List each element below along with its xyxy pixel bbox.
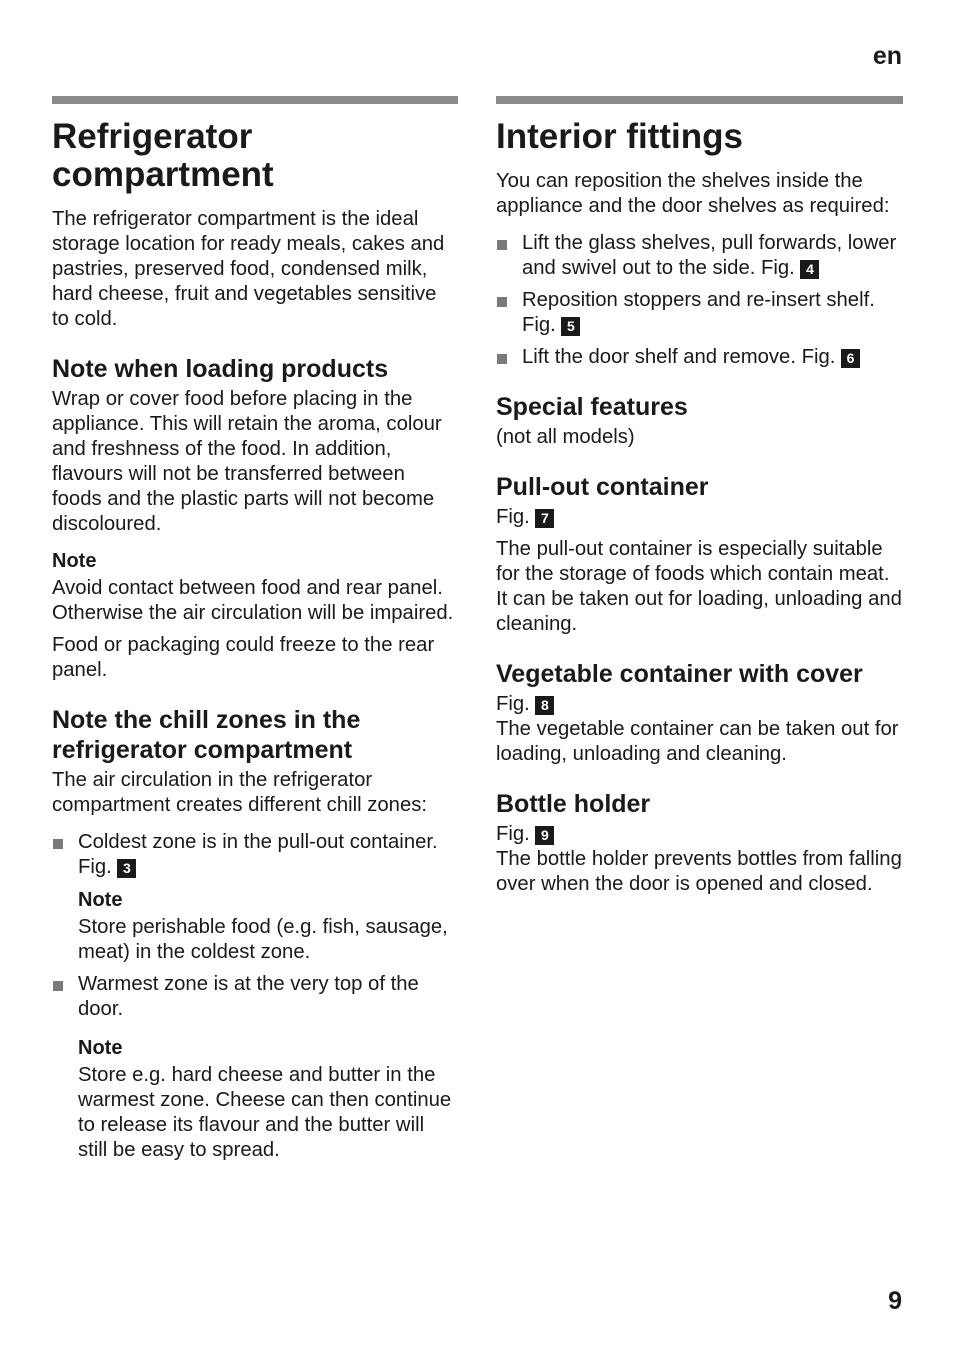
chill-zones-paragraph: The air circulation in the refrigerator compartment creates different chill zones: <box>52 769 428 816</box>
list-item <box>496 345 903 370</box>
section-title: Refrigerator compartment <box>52 117 274 194</box>
figure-number-badge: 6 <box>841 349 860 368</box>
section-title: Interior fittings <box>496 117 743 156</box>
figure-number-badge: 4 <box>800 260 819 279</box>
figure-number-badge: 9 <box>535 826 554 845</box>
figure-label: Fig. <box>496 823 530 845</box>
pullout-container-paragraph: The pull-out container is especially suitable for the storage of foods which contain meat. It can be taken out for loading, unloading and cleaning. <box>496 538 902 635</box>
figure-reference <box>496 505 903 530</box>
note-label: Note <box>52 550 97 572</box>
note-label: Note <box>78 889 123 911</box>
figure-number-badge: 3 <box>117 859 136 878</box>
bottle-holder-paragraph: The bottle holder prevents bottles from falling over when the door is opened and closed. <box>496 848 902 895</box>
sub-note <box>52 1036 458 1163</box>
bottle-holder-heading: Bottle holder <box>496 790 651 818</box>
list-item-text: Lift the door shelf and remove. Fig. <box>522 346 836 368</box>
left-column <box>52 96 458 1170</box>
loading-paragraph: Wrap or cover food before placing in the appliance. This will retain the aroma, colour and freshness of the food. In addition, flavours will not be transferred between foods and the plastic parts will not become discoloured. <box>52 388 442 535</box>
bullet-icon <box>497 297 507 307</box>
bullet-icon <box>53 839 63 849</box>
figure-label: Fig. <box>496 506 530 528</box>
figure-reference <box>496 822 903 847</box>
pullout-container-heading: Pull-out container <box>496 473 709 501</box>
figure-number-badge: 5 <box>561 317 580 336</box>
section-rule <box>496 96 903 104</box>
vegetable-container-paragraph: The vegetable container can be taken out for loading, unloading and cleaning. <box>496 718 899 765</box>
list-item-text: Warmest zone is at the very top of the door. <box>78 973 419 1020</box>
list-item <box>496 231 903 281</box>
chill-zones-list <box>52 830 458 880</box>
note-paragraph: Store e.g. hard cheese and butter in the warmest zone. Cheese can then continue to release its flavour and the butter will still be easy to spread. <box>78 1064 452 1161</box>
intro-paragraph: You can reposition the shelves inside the appliance and the door shelves as required: <box>496 170 890 217</box>
page-number: 9 <box>888 1287 902 1315</box>
bullet-icon <box>497 240 507 250</box>
chill-zones-heading: Note the chill zones in the refrigerator compartment <box>52 706 361 764</box>
sub-note <box>52 888 458 965</box>
note-paragraph: Food or packaging could freeze to the rear panel. <box>52 634 435 681</box>
list-item <box>496 288 903 338</box>
figure-reference <box>496 692 903 717</box>
list-item <box>52 972 458 1022</box>
bullet-icon <box>497 354 507 364</box>
special-features-heading: Special features <box>496 393 688 421</box>
figure-label: Fig. <box>496 693 530 715</box>
section-rule <box>52 96 458 104</box>
right-column <box>496 96 903 904</box>
note-label: Note <box>78 1037 123 1059</box>
figure-number-badge: 8 <box>535 696 554 715</box>
list-item-text: Lift the glass shelves, pull forwards, lower and swivel out to the side. Fig. <box>522 232 897 279</box>
note-paragraph: Avoid contact between food and rear panel. Otherwise the air circulation will be impaired. <box>52 577 454 624</box>
list-item-text: Reposition stoppers and re-insert shelf. Fig. <box>522 289 875 336</box>
figure-number-badge: 7 <box>535 509 554 528</box>
special-features-note: (not all models) <box>496 426 635 448</box>
list-item <box>52 830 458 880</box>
list-item-text: Coldest zone is in the pull-out container. Fig. <box>78 831 438 878</box>
vegetable-container-heading: Vegetable container with cover <box>496 660 863 688</box>
intro-paragraph: The refrigerator compartment is the ideal storage location for ready meals, cakes and pastries, preserved food, condensed milk, hard cheese, fruit and vegetables sensitive to cold. <box>52 208 445 330</box>
bullet-icon <box>53 981 63 991</box>
note-paragraph: Store perishable food (e.g. fish, sausage, meat) in the coldest zone. <box>78 916 448 963</box>
chill-zones-list <box>52 972 458 1022</box>
language-indicator: en <box>872 42 902 70</box>
loading-heading: Note when loading products <box>52 355 389 383</box>
fittings-list <box>496 231 903 370</box>
